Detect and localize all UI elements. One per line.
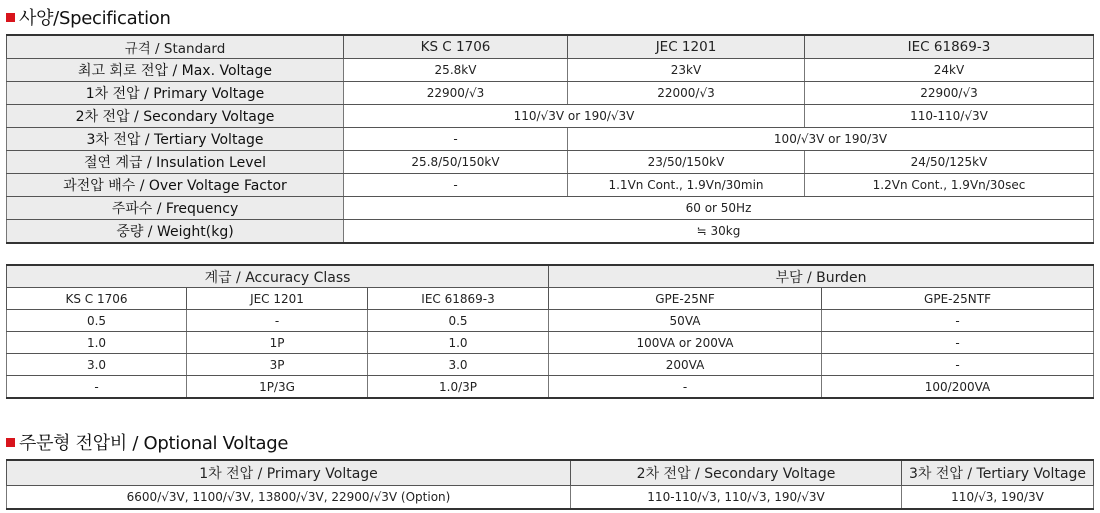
red-square-icon — [6, 438, 15, 447]
table-cell: 6600/√3V, 1100/√3V, 13800/√3V, 22900/√3V (Option) — [7, 486, 571, 510]
table-cell: 1.2Vn Cont., 1.9Vn/30sec — [805, 174, 1094, 197]
table-cell: 1.1Vn Cont., 1.9Vn/30min — [568, 174, 805, 197]
row-label: 절연 계급 / Insulation Level — [7, 151, 344, 174]
accuracy-burden-table — [6, 264, 1094, 399]
table-cell: 22900/√3 — [805, 82, 1094, 105]
table-cell: 3P — [187, 354, 368, 376]
table-row — [7, 354, 1094, 376]
optional-section-title — [6, 429, 288, 455]
table-cell: 3.0 — [368, 354, 549, 376]
table-cell: 23/50/150kV — [568, 151, 805, 174]
sub-header: JEC 1201 — [187, 288, 368, 310]
table-cell: 60 or 50Hz — [344, 197, 1094, 220]
table-cell: - — [187, 310, 368, 332]
table-cell: 24/50/125kV — [805, 151, 1094, 174]
sub-header: KS C 1706 — [7, 288, 187, 310]
table-cell: 22000/√3 — [568, 82, 805, 105]
table-cell: 24kV — [805, 59, 1094, 82]
col-header-iec: IEC 61869-3 — [805, 35, 1094, 59]
specification-table — [6, 34, 1094, 244]
table-row — [7, 151, 1094, 174]
table-row — [7, 220, 1094, 244]
table-cell: 1.0 — [368, 332, 549, 354]
row-label: 1차 전압 / Primary Voltage — [7, 82, 344, 105]
burden-header: 부담 / Burden — [549, 265, 1094, 288]
standard-header: 규격 / Standard — [7, 35, 344, 59]
table-row — [7, 310, 1094, 332]
red-square-icon — [6, 13, 15, 22]
row-label: 과전압 배수 / Over Voltage Factor — [7, 174, 344, 197]
table-row — [7, 82, 1094, 105]
table-row — [7, 288, 1094, 310]
row-label: 2차 전압 / Secondary Voltage — [7, 105, 344, 128]
table-cell: 110/√3, 190/3V — [902, 486, 1094, 510]
table-row — [7, 105, 1094, 128]
table-row — [7, 35, 1094, 59]
table-cell: - — [549, 376, 822, 399]
table-cell: 200VA — [549, 354, 822, 376]
row-label: 최고 회로 전압 / Max. Voltage — [7, 59, 344, 82]
table-cell: - — [822, 332, 1094, 354]
table-row — [7, 197, 1094, 220]
table-cell: 1.0/3P — [368, 376, 549, 399]
table-cell: - — [822, 310, 1094, 332]
optional-title-text: 주문형 전압비 / Optional Voltage — [19, 433, 289, 454]
table-row — [7, 486, 1094, 510]
col-header-ksc: KS C 1706 — [344, 35, 568, 59]
sub-header: IEC 61869-3 — [368, 288, 549, 310]
row-label: 중량 / Weight(kg) — [7, 220, 344, 244]
table-cell: 110-110/√3V — [805, 105, 1094, 128]
table-row — [7, 174, 1094, 197]
table-row — [7, 332, 1094, 354]
table-row — [7, 376, 1094, 399]
spec-section-title — [6, 4, 171, 30]
table-cell: 100/√3V or 190/3V — [568, 128, 1094, 151]
table-row — [7, 460, 1094, 486]
sub-header: GPE-25NF — [549, 288, 822, 310]
row-label: 주파수 / Frequency — [7, 197, 344, 220]
table-row — [7, 128, 1094, 151]
table-cell: 25.8/50/150kV — [344, 151, 568, 174]
table-cell: 100/200VA — [822, 376, 1094, 399]
col-header-jec: JEC 1201 — [568, 35, 805, 59]
table-cell: 25.8kV — [344, 59, 568, 82]
table-row — [7, 59, 1094, 82]
table-cell: 110-110/√3, 110/√3, 190/√3V — [571, 486, 902, 510]
table-cell: 1.0 — [7, 332, 187, 354]
table-cell: 1P — [187, 332, 368, 354]
table-cell: 22900/√3 — [344, 82, 568, 105]
spec-title-text: 사양/Specification — [19, 8, 171, 29]
table-cell: - — [7, 376, 187, 399]
opt-header-tertiary: 3차 전압 / Tertiary Voltage — [902, 460, 1094, 486]
opt-header-primary: 1차 전압 / Primary Voltage — [7, 460, 571, 486]
sub-header: GPE-25NTF — [822, 288, 1094, 310]
table-cell: 0.5 — [7, 310, 187, 332]
table-cell: - — [822, 354, 1094, 376]
row-label: 3차 전압 / Tertiary Voltage — [7, 128, 344, 151]
optional-voltage-table — [6, 459, 1094, 510]
table-cell: 3.0 — [7, 354, 187, 376]
table-cell: ≒ 30kg — [344, 220, 1094, 244]
table-cell: 50VA — [549, 310, 822, 332]
table-cell: 23kV — [568, 59, 805, 82]
accuracy-class-header: 계급 / Accuracy Class — [7, 265, 549, 288]
table-row — [7, 265, 1094, 288]
table-cell: 100VA or 200VA — [549, 332, 822, 354]
table-cell: - — [344, 128, 568, 151]
table-cell: 0.5 — [368, 310, 549, 332]
opt-header-secondary: 2차 전압 / Secondary Voltage — [571, 460, 902, 486]
table-cell: 110/√3V or 190/√3V — [344, 105, 805, 128]
table-cell: - — [344, 174, 568, 197]
table-cell: 1P/3G — [187, 376, 368, 399]
